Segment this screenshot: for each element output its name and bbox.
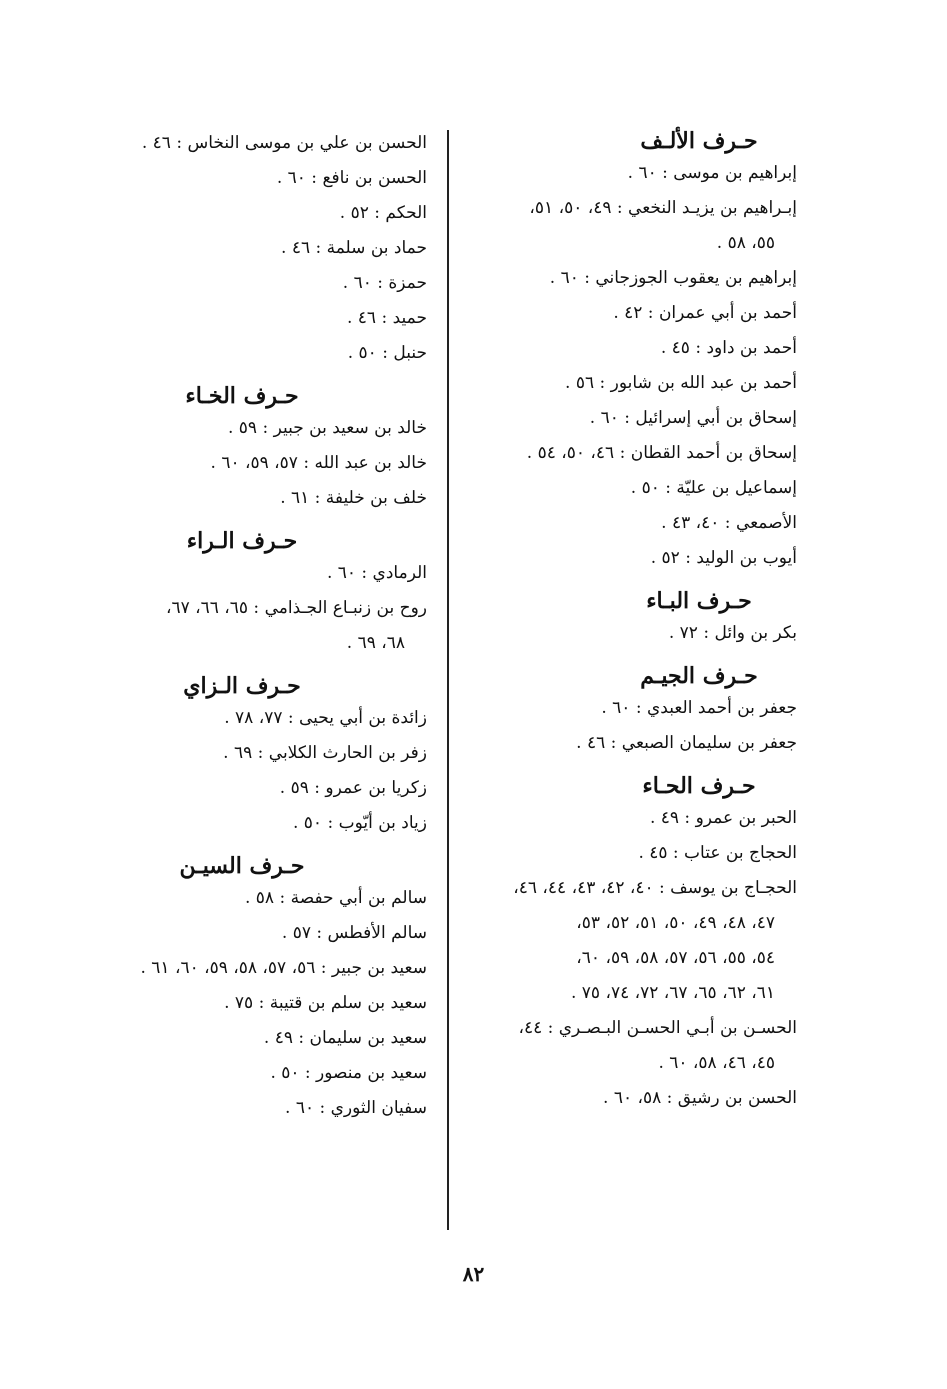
entry-line: الحبر بن عمرو : ٤٩ .: [649, 808, 797, 828]
index-entry: [77, 556, 427, 591]
page-number: ٨٢: [462, 1262, 485, 1286]
entry-continuation: ٥٤، ٥٥، ٥٦، ٥٧، ٥٨، ٥٩، ٦٠،: [576, 948, 775, 968]
column-divider: [447, 130, 449, 1230]
entry-line: زائدة بن أبي يحيى : ٧٧، ٧٨ .: [224, 708, 427, 728]
entry-line: سالم الأفطس : ٥٧ .: [281, 923, 427, 943]
index-section: [77, 381, 427, 516]
index-entry: [452, 836, 797, 871]
entry-line: الحجـاج بن يوسف : ٤٠، ٤٢، ٤٣، ٤٤، ٤٦،: [513, 878, 797, 898]
entry-line: الرمادي : ٦٠ .: [326, 563, 427, 583]
section-heading: حـرف السيـن: [179, 853, 305, 879]
index-entry: [77, 481, 427, 516]
entry-line: إسحاق بن أبي إسرائيل : ٦٠ .: [589, 408, 797, 428]
entry-line: حماد بن سلمة : ٤٦ .: [281, 238, 427, 258]
index-entry: [452, 191, 797, 261]
index-entry: [77, 591, 427, 661]
index-entry: [77, 411, 427, 446]
index-entry: [77, 161, 427, 196]
index-entry: [77, 701, 427, 736]
section-heading: حـرف الخـاء: [185, 383, 299, 409]
entry-line: أحمد بن داود : ٤٥ .: [660, 338, 797, 358]
index-entry: [77, 301, 427, 336]
index-entry: [77, 231, 427, 266]
entry-line: إسماعيل بن عليّة : ٥٠ .: [630, 478, 797, 498]
entry-line: حميد : ٤٦ .: [346, 308, 427, 328]
index-entry: [77, 126, 427, 161]
index-section: [452, 126, 797, 576]
entry-line: سفيان الثوري : ٦٠ .: [285, 1098, 427, 1118]
index-section: [77, 126, 427, 371]
entry-line: بكر بن وائل : ٧٢ .: [668, 623, 797, 643]
index-entry: [77, 951, 427, 986]
entry-line: سعيد بن جبير : ٥٦، ٥٧، ٥٨، ٥٩، ٦٠، ٦١ .: [140, 958, 427, 978]
entry-line: سعيد بن سليمان : ٤٩ .: [263, 1028, 427, 1048]
index-entry: [77, 266, 427, 301]
section-heading: حـرف الحـاء: [642, 773, 756, 799]
index-entry: [452, 296, 797, 331]
index-entry: [452, 616, 797, 651]
index-entry: [452, 261, 797, 296]
index-entry: [452, 331, 797, 366]
entry-line: زكريا بن عمرو : ٥٩ .: [279, 778, 427, 798]
index-entry: [77, 1091, 427, 1126]
index-entry: [452, 691, 797, 726]
index-entry: [452, 1081, 797, 1116]
index-entry: [77, 881, 427, 916]
entry-line: سعيد بن سلم بن قتيبة : ٧٥ .: [224, 993, 427, 1013]
index-entry: [452, 471, 797, 506]
index-section: [452, 661, 797, 761]
index-section: [452, 586, 797, 651]
left-column: [77, 126, 427, 1136]
section-heading: حـرف الجيـم: [640, 663, 758, 689]
entry-continuation: ٥٥، ٥٨ .: [716, 233, 775, 253]
entry-line: الحسـن بن أبـي الحسـن البـصـري : ٤٤،: [518, 1018, 797, 1038]
index-entry: [77, 771, 427, 806]
entry-line: سعيد بن منصور : ٥٠ .: [270, 1063, 427, 1083]
entry-line: خالد بن عبد الله : ٥٧، ٥٩، ٦٠ .: [210, 453, 427, 473]
section-heading: حـرف الـراء: [186, 528, 298, 554]
entry-line: أيوب بن الوليد : ٥٢ .: [650, 548, 797, 568]
entry-line: إبراهيم بن يعقوب الجوزجاني : ٦٠ .: [549, 268, 797, 288]
entry-line: زفر بن الحارث الكلابي : ٦٩ .: [223, 743, 427, 763]
index-entry: [77, 1056, 427, 1091]
index-entry: [452, 871, 797, 1011]
index-section: [77, 851, 427, 1126]
index-section: [77, 671, 427, 841]
index-entry: [77, 806, 427, 841]
entry-line: الحجاج بن عتاب : ٤٥ .: [638, 843, 797, 863]
index-entry: [452, 436, 797, 471]
entry-line: إسحاق بن أحمد القطان : ٤٦، ٥٠، ٥٤ .: [526, 443, 797, 463]
index-entry: [452, 1011, 797, 1081]
index-entry: [77, 1021, 427, 1056]
entry-line: إبراهيم بن موسى : ٦٠ .: [627, 163, 797, 183]
index-entry: [77, 916, 427, 951]
entry-line: الحكم : ٥٢ .: [339, 203, 427, 223]
index-entry: [77, 736, 427, 771]
index-entry: [77, 446, 427, 481]
entry-line: الأصمعي : ٤٠، ٤٣ .: [661, 513, 797, 533]
section-heading: حـرف الـزاي: [183, 673, 301, 699]
section-heading: حـرف الألـف: [640, 128, 758, 154]
entry-line: الحسن بن علي بن موسى النخاس : ٤٦ .: [141, 133, 427, 153]
entry-line: أحمد بن أبي عمران : ٤٢ .: [613, 303, 797, 323]
entry-line: الحسن بن رشيق : ٥٨، ٦٠ .: [603, 1088, 797, 1108]
right-column: [452, 126, 797, 1126]
entry-line: روح بن زنبـاع الجـذامي : ٦٥، ٦٦، ٦٧،: [165, 598, 427, 618]
entry-line: حمزة : ٦٠ .: [342, 273, 427, 293]
entry-line: جعفر بن سليمان الصبعي : ٤٦ .: [576, 733, 797, 753]
index-entry: [452, 366, 797, 401]
section-heading: حـرف البـاء: [646, 588, 752, 614]
entry-line: خالد بن سعيد بن جبير : ٥٩ .: [227, 418, 427, 438]
entry-continuation: ٦١، ٦٢، ٦٥، ٦٧، ٧٢، ٧٤، ٧٥ .: [570, 983, 775, 1003]
index-section: [77, 526, 427, 661]
entry-continuation: ٤٧، ٤٨، ٤٩، ٥٠، ٥١، ٥٢، ٥٣،: [576, 913, 775, 933]
entry-line: أحمد بن عبد الله بن شابور : ٥٦ .: [565, 373, 797, 393]
index-section: [452, 771, 797, 1116]
index-entry: [77, 196, 427, 231]
entry-line: خلف بن خليفة : ٦١ .: [280, 488, 427, 508]
index-entry: [452, 801, 797, 836]
entry-continuation: ٤٥، ٤٦، ٥٨، ٦٠ .: [658, 1053, 775, 1073]
entry-line: زياد بن أيّوب : ٥٠ .: [292, 813, 427, 833]
index-entry: [452, 541, 797, 576]
entry-line: الحسن بن نافع : ٦٠ .: [276, 168, 427, 188]
entry-line: جعفر بن أحمد العبدي : ٦٠ .: [601, 698, 797, 718]
entry-line: حنبل : ٥٠ .: [347, 343, 427, 363]
index-entry: [452, 506, 797, 541]
index-entry: [77, 986, 427, 1021]
index-entry: [452, 156, 797, 191]
entry-continuation: ٦٨، ٦٩ .: [346, 633, 405, 653]
entry-line: سالم بن أبي حفصة : ٥٨ .: [244, 888, 427, 908]
entry-line: إبـراهيم بن يزيـد النخعي : ٤٩، ٥٠، ٥١،: [529, 198, 797, 218]
index-entry: [452, 401, 797, 436]
index-entry: [77, 336, 427, 371]
index-entry: [452, 726, 797, 761]
